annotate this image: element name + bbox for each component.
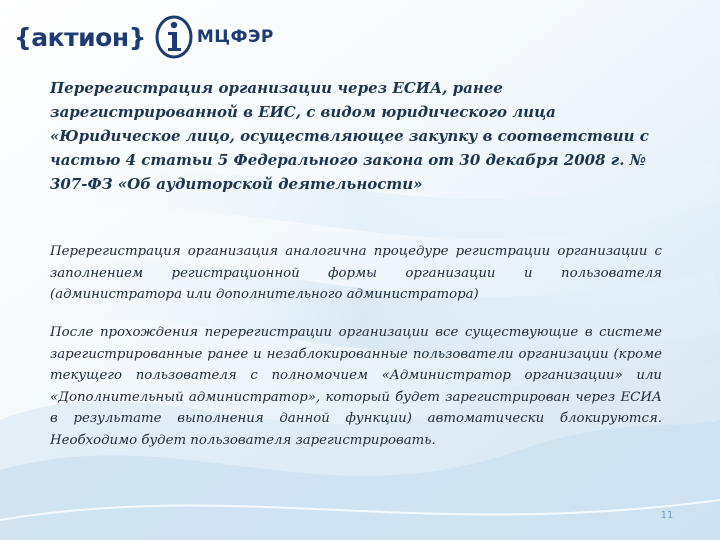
paragraph-blocking: После прохождения перерегистрации организации все существующие в системе зарегистрированные ранее и незаблокированные пользователи организации (кроме текущего пользователя с полномочием «Администратор организации» или «Дополнительный администратор», который будет зарегистрирован через ЕСИА в результате выполнения данной функции) автоматически блокируются. Необходимо будет пользователя зарегистрировать. [50,325,662,448]
page-number: 11 [660,510,674,521]
aktion-logo: {актион} [14,22,146,52]
mcfer-logo: МЦФЭР [196,27,274,47]
header-logos [14,12,274,62]
paragraph-registration: Перерегистрация организация аналогична процедуре регистрации организации с заполнением регистрационной формы организации и пользователя (администратора или дополнительного администратора) [50,244,662,303]
info-i-seal-icon [155,15,193,59]
slide-title: Перерегистрация организации через ЕСИА, ранее зарегистрированной в ЕИС, с видом юридического лица «Юридическое лицо, осуществляющее закупку в соответствии с частью 4 статьи 5 Федерального закона от 30 декабря 2008 г. № 307-ФЗ «Об аудиторской деятельности» [50,79,649,193]
